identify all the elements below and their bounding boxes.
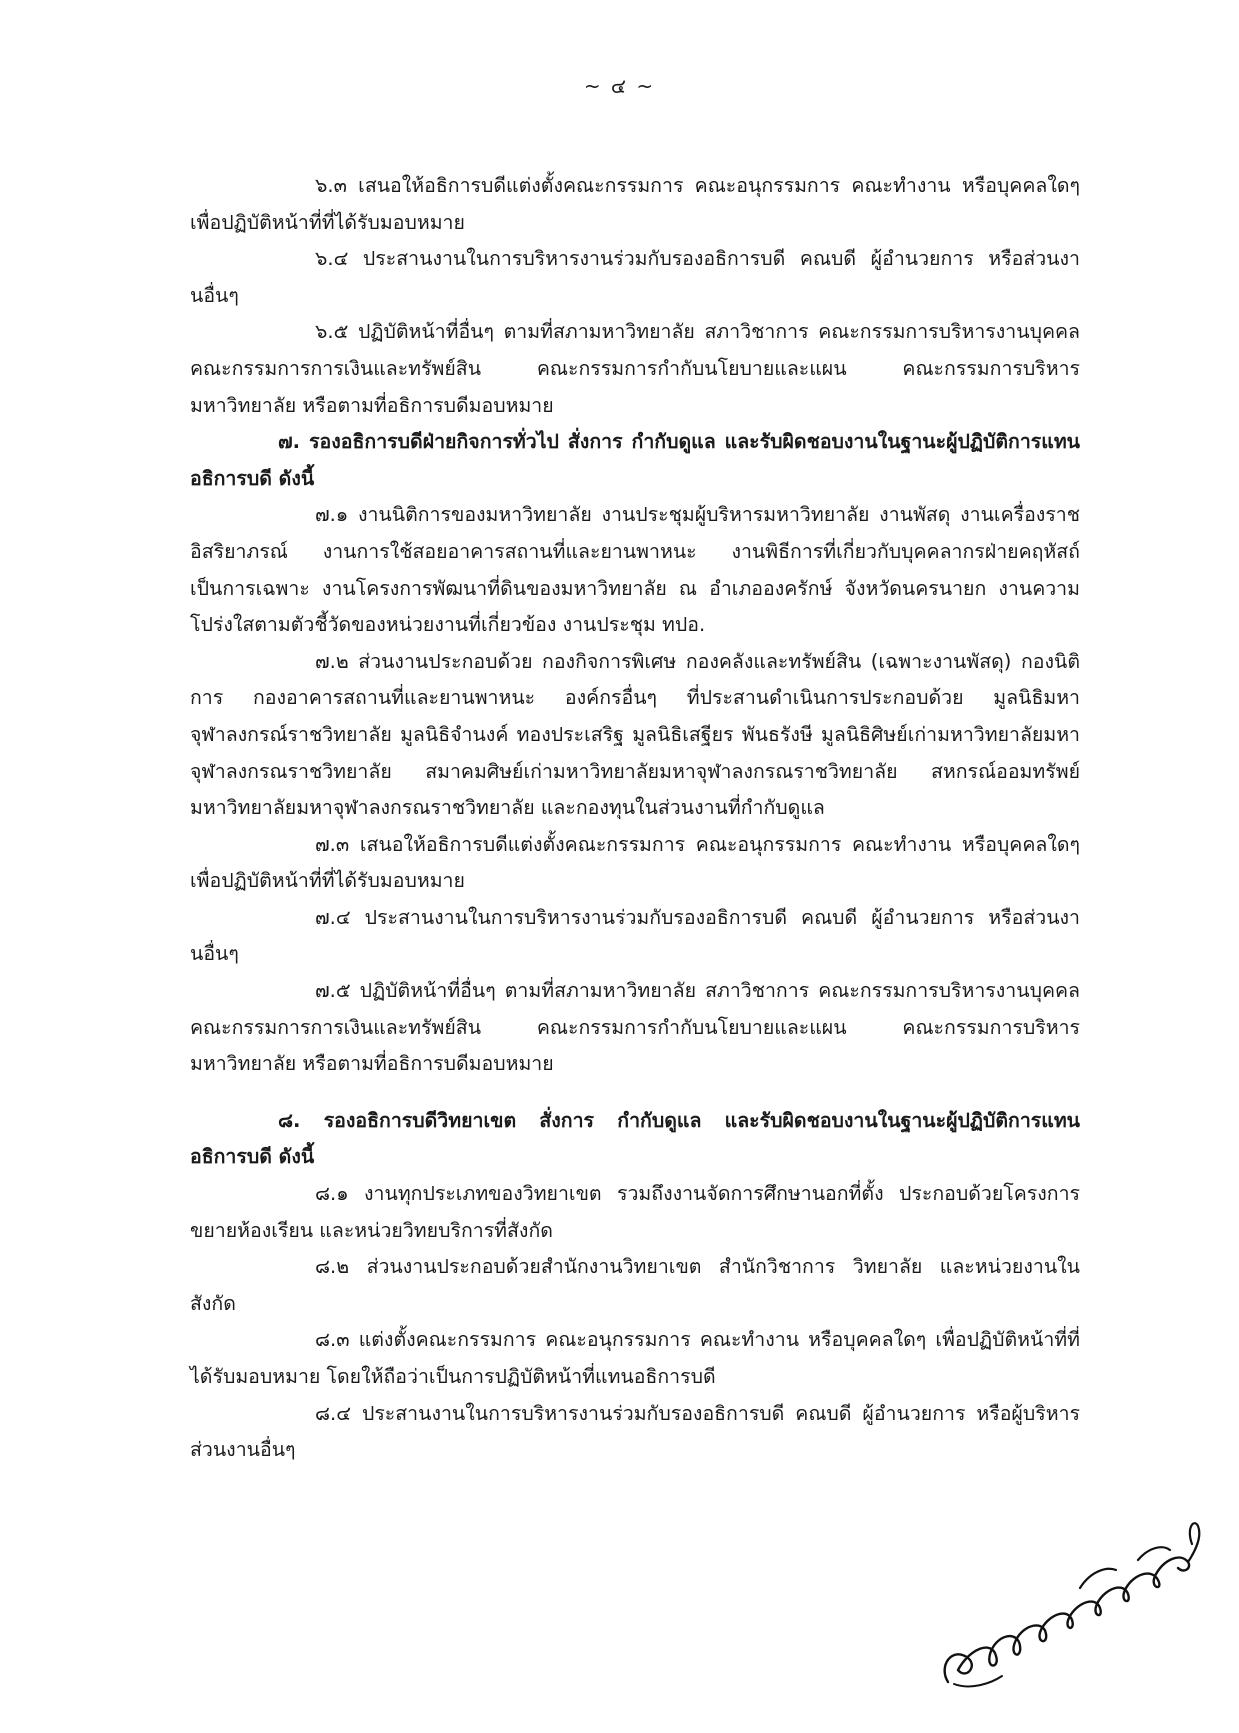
handwritten-signature (930, 1470, 1210, 1700)
paragraph-7-5: ๗.๕ ปฏิบัติหน้าที่อื่นๆ ตามที่สภามหาวิทยาลัย สภาวิชาการ คณะกรรมการบริหารงานบุคคล คณะกรรมการการเงินและทรัพย์สิน คณะกรรมการกำกับนโยบายและแผน คณะกรรมการบริหารมหาวิทยาลัย หรือตามที่อธิการบดีมอบหมาย (190, 979, 1080, 1076)
paragraph-7-1: ๗.๑ งานนิติการของมหาวิทยาลัย งานประชุมผู้บริหารมหาวิทยาลัย งานพัสดุ งานเครื่องราชอิสริยาภรณ์ งานการใช้สอยอาคารสถานที่และยานพาหนะ งานพิธีการที่เกี่ยวกับบุคคลากรฝ่ายคฤหัสถ์เป็นการเฉพาะ งานโครงการพัฒนาที่ดินของมหาวิทยาลัย ณ อำเภอองครักษ์ จังหวัดนครนายก งานความโปร่งใสตามตัวชี้วัดของหน่วยงานที่เกี่ยวข้อง งานประชุม ทปอ. (190, 503, 1080, 637)
paragraph-7-2: ๗.๒ ส่วนงานประกอบด้วย กองกิจการพิเศษ กองคลังและทรัพย์สิน (เฉพาะงานพัสดุ) กองนิติการ กองอาคารสถานที่และยานพาหนะ องค์กรอื่นๆ ที่ประสานดำเนินการประกอบด้วย มูลนิธิมหาจุฬาลงกรณ์ราชวิทยาลัย มูลนิธิจำนงค์ ทองประเสริฐ มูลนิธิเสฐียร พันธรังษี มูลนิธิศิษย์เก่ามหาวิทยาลัยมหาจุฬาลงกรณราชวิทยาลัย สมาคมศิษย์เก่ามหาวิทยาลัยมหาจุฬาลงกรณราชวิทยาลัย สหกรณ์ออมทรัพย์มหาวิทยาลัยมหาจุฬาลงกรณราชวิทยาลัย และกองทุนในส่วนงานที่กำกับดูแล (190, 649, 1080, 820)
paragraph-8-1: ๘.๑ งานทุกประเภทของวิทยาเขต รวมถึงงานจัดการศึกษานอกที่ตั้ง ประกอบด้วยโครงการขยายห้องเรียน และหน่วยวิทยบริการที่สังกัด (190, 1182, 1080, 1242)
page-number: ~ ๔ ~ (583, 74, 656, 98)
heading-section-8: ๘. รองอธิการบดีวิทยาเขต สั่งการ กำกับดูแล และรับผิดชอบงานในฐานะผู้ปฏิบัติการแทนอธิการบดี ดังนี้ (190, 1108, 1080, 1169)
paragraph-8-3: ๘.๓ แต่งตั้งคณะกรรมการ คณะอนุกรรมการ คณะทำงาน หรือบุคคลใดๆ เพื่อปฏิบัติหน้าที่ที่ได้รับมอบหมาย โดยให้ถือว่าเป็นการปฏิบัติหน้าที่แทนอธิการบดี (190, 1328, 1080, 1388)
paragraph-8-4: ๘.๔ ประสานงานในการบริหารงานร่วมกับรองอธิการบดี คณบดี ผู้อำนวยการ หรือผู้บริหารส่วนงานอื่นๆ (190, 1401, 1080, 1462)
paragraph-6-5: ๖.๕ ปฏิบัติหน้าที่อื่นๆ ตามที่สภามหาวิทยาลัย สภาวิชาการ คณะกรรมการบริหารงานบุคคล คณะกรรมการการเงินและทรัพย์สิน คณะกรรมการกำกับนโยบายและแผน คณะกรรมการบริหารมหาวิทยาลัย หรือตามที่อธิการบดีมอบหมาย (190, 320, 1080, 417)
paragraph-7-3: ๗.๓ เสนอให้อธิการบดีแต่งตั้งคณะกรรมการ คณะอนุกรรมการ คณะทำงาน หรือบุคคลใดๆ เพื่อปฏิบัติหน้าที่ที่ได้รับมอบหมาย (190, 832, 1080, 893)
document-body (190, 168, 1080, 1469)
section-gap (190, 1083, 1080, 1103)
heading-section-7: ๗. รองอธิการบดีฝ่ายกิจการทั่วไป สั่งการ กำกับดูแล และรับผิดชอบงานในฐานะผู้ปฏิบัติการแทนอธิการบดี ดังนี้ (190, 430, 1080, 490)
paragraph-7-4: ๗.๔ ประสานงานในการบริหารงานร่วมกับรองอธิการบดี คณบดี ผู้อำนวยการ หรือส่วนงานอื่นๆ (190, 905, 1080, 966)
paragraph-8-2: ๘.๒ ส่วนงานประกอบด้วยสำนักงานวิทยาเขต สำนักวิชาการ วิทยาลัย และหน่วยงานในสังกัด (190, 1255, 1080, 1315)
paragraph-6-4: ๖.๔ ประสานงานในการบริหารงานร่วมกับรองอธิการบดี คณบดี ผู้อำนวยการ หรือส่วนงานอื่นๆ (190, 247, 1080, 307)
paragraph-6-3: ๖.๓ เสนอให้อธิการบดีแต่งตั้งคณะกรรมการ คณะอนุกรรมการ คณะทำงาน หรือบุคคลใดๆ เพื่อปฏิบัติหน้าที่ที่ได้รับมอบหมาย (190, 174, 1080, 234)
